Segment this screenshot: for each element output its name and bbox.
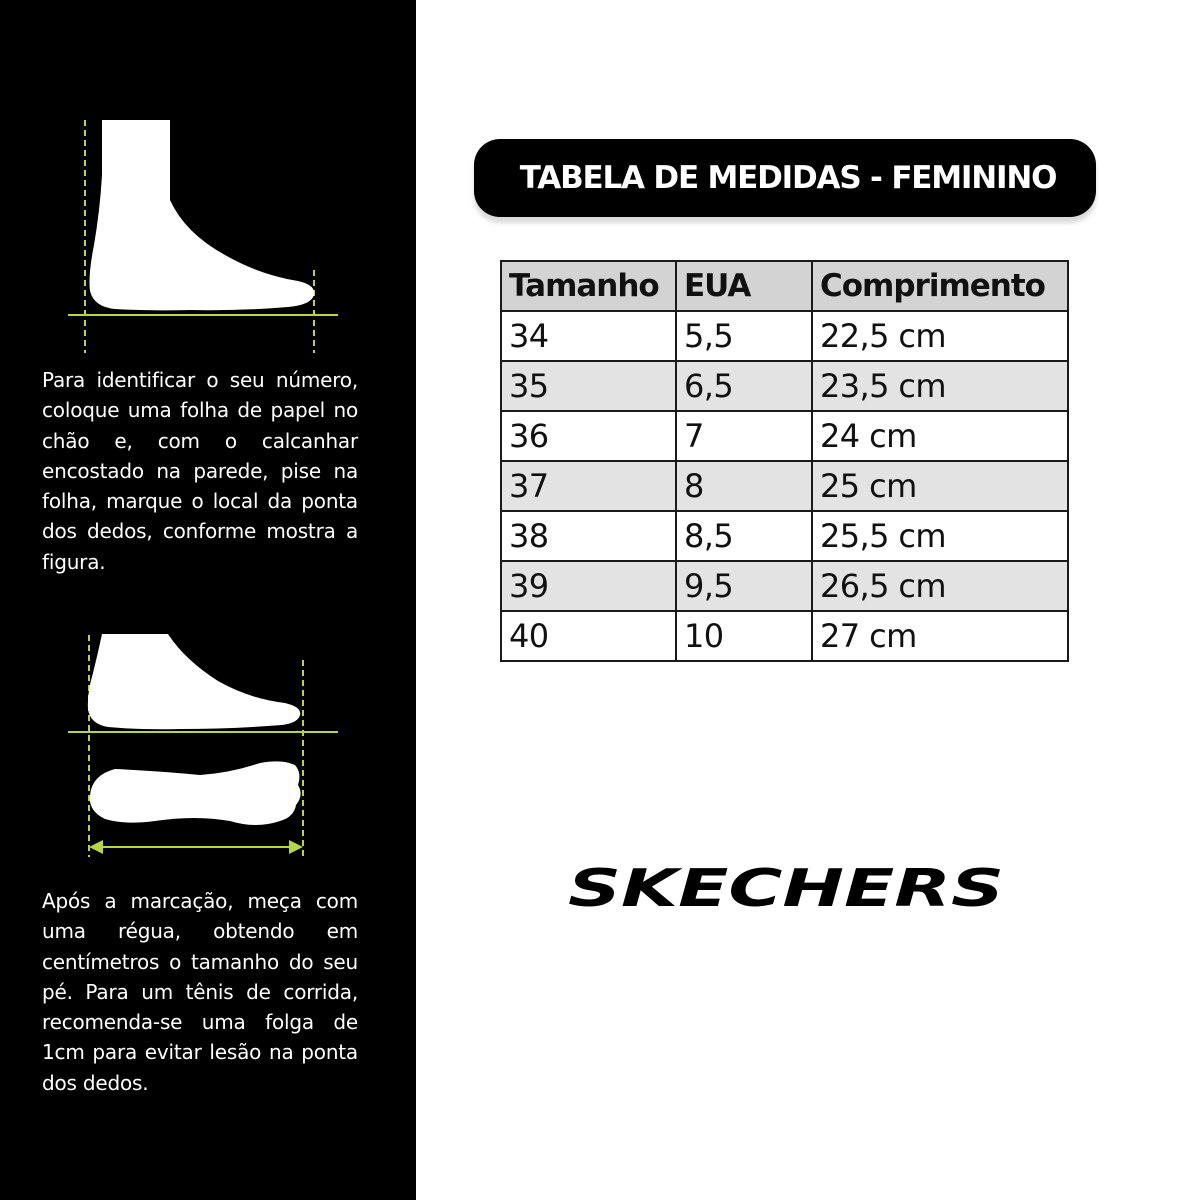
table-row <box>501 511 1068 561</box>
table-row <box>501 311 1068 361</box>
table-title-banner <box>474 139 1096 217</box>
table-cell: 26,5 cm <box>812 561 1068 611</box>
table-row <box>501 611 1068 661</box>
table-row <box>501 461 1068 511</box>
table-cell: 25 cm <box>812 461 1068 511</box>
table-row <box>501 361 1068 411</box>
instruction-step-2: Após a marcação, meça com uma régua, obtendo em centímetros o tamanho do seu pé. Para um tênis de corrida, recomenda-se uma folga de 1cm para evitar lesão na ponta dos dedos. <box>42 889 358 1095</box>
foot-side-wall-icon <box>60 115 350 360</box>
table-cell: 40 <box>501 611 676 661</box>
table-cell: 38 <box>501 511 676 561</box>
column-header: Comprimento <box>812 261 1068 311</box>
table-title: TABELA DE MEDIDAS - FEMININO <box>519 160 1057 196</box>
instruction-step-1: Para identificar o seu número, coloque uma folha de papel no chão e, com o calcanhar encostado na parede, pise na folha, marque o local da ponta dos dedos, conforme mostra a figura. <box>42 368 358 574</box>
table-cell: 7 <box>676 411 812 461</box>
table-cell: 8,5 <box>676 511 812 561</box>
table-cell: 25,5 cm <box>812 511 1068 561</box>
skechers-logo <box>560 862 1012 914</box>
table-cell: 5,5 <box>676 311 812 361</box>
table-row <box>501 561 1068 611</box>
column-header: EUA <box>676 261 812 311</box>
size-chart-table <box>500 260 1069 662</box>
table-cell: 10 <box>676 611 812 661</box>
table-row <box>501 411 1068 461</box>
table-cell: 36 <box>501 411 676 461</box>
table-cell: 8 <box>676 461 812 511</box>
table-cell: 34 <box>501 311 676 361</box>
table-header-row <box>501 261 1068 311</box>
table-cell: 27 cm <box>812 611 1068 661</box>
table-cell: 23,5 cm <box>812 361 1068 411</box>
table-cell: 9,5 <box>676 561 812 611</box>
table-cell: 37 <box>501 461 676 511</box>
table-cell: 24 cm <box>812 411 1068 461</box>
foot-measure-icon <box>60 625 350 865</box>
table-cell: 35 <box>501 361 676 411</box>
brand-wordmark: SKECHERS <box>568 862 1004 914</box>
table-cell: 6,5 <box>676 361 812 411</box>
instructions-panel <box>0 0 416 1200</box>
table-cell: 22,5 cm <box>812 311 1068 361</box>
table-cell: 39 <box>501 561 676 611</box>
column-header: Tamanho <box>501 261 676 311</box>
